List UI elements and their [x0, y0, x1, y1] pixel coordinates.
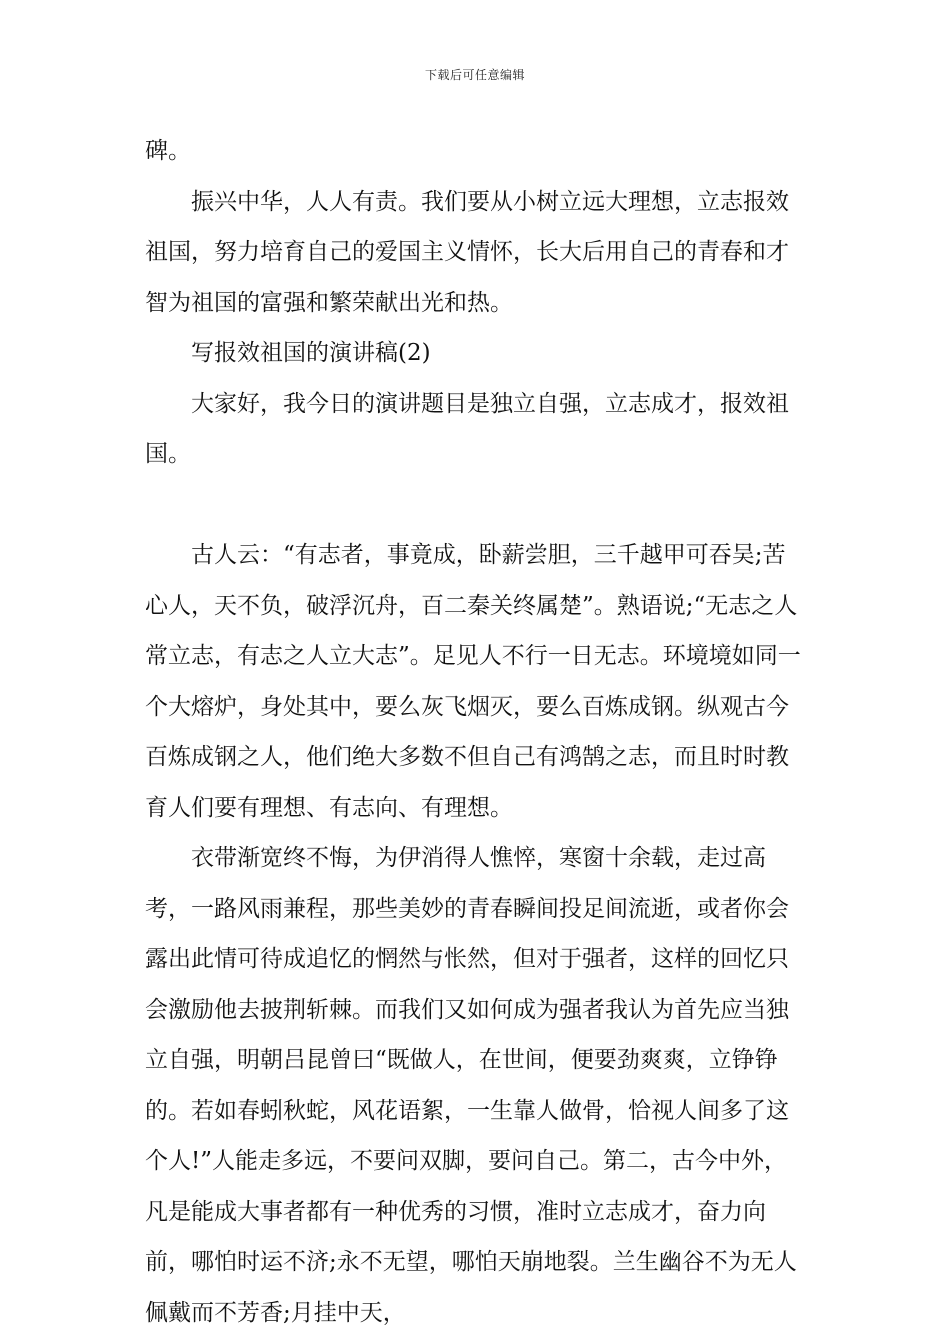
document-body — [145, 126, 805, 1338]
paragraph-self-reliance: 衣带渐宽终不悔，为伊消得人憔悴，寒窗十余载，走过高考，一路风雨兼程，那些美妙的青春瞬间投足间流逝，或者你会露出此情可待成追忆的惘然与怅然，但对于强者，这样的回忆只会激励他去披荆斩棘。而我们又如何成为强者我认为首先应当独立自强，明朝吕昆曾曰“既做人，在世间，便要劲爽爽，立铮铮的。若如春蚓秋蛇，风花语絮，一生靠人做骨，恰视人间多了这个人!”人能走多远，不要问双脚，要问自己。第二，古今中外，凡是能成大事者都有一种优秀的习惯，准时立志成才，奋力向前，哪怕时运不济;永不无望，哪怕天崩地裂。兰生幽谷不为无人佩戴而不芳香;月挂中天， — [145, 845, 797, 1326]
paragraph-ancient-saying: 古人云：“有志者，事竟成，卧薪尝胆，三千越甲可吞吴;苦心人，天不负，破浮沉舟，百二秦关终属楚”。熟语说;“无志之人常立志，有志之人立大志”。足见人不行一日无志。环境境如同一个大熔炉，身处其中，要么灰飞烟灭，要么百炼成钢。纵观古今百炼成钢之人，他们绝大多数不但自己有鸿鹄之志，而且时时教育人们要有理想、有志向、有理想。 — [145, 542, 801, 821]
blank-line — [145, 480, 805, 531]
section-heading: 写报效祖国的演讲稿(2) — [191, 340, 431, 366]
paragraph-greeting: 大家好，我今日的演讲题目是独立自强，立志成才，报效祖国。 — [145, 390, 789, 467]
paragraph-continuation: 碑。 — [145, 138, 191, 164]
paragraph-patriotism: 振兴中华，人人有责。我们要从小树立远大理想，立志报效祖国，努力培育自己的爱国主义情怀，长大后用自己的青春和才智为祖国的富强和繁荣献出光和热。 — [145, 188, 789, 316]
page-header: 下载后可任意编辑 — [424, 68, 525, 82]
